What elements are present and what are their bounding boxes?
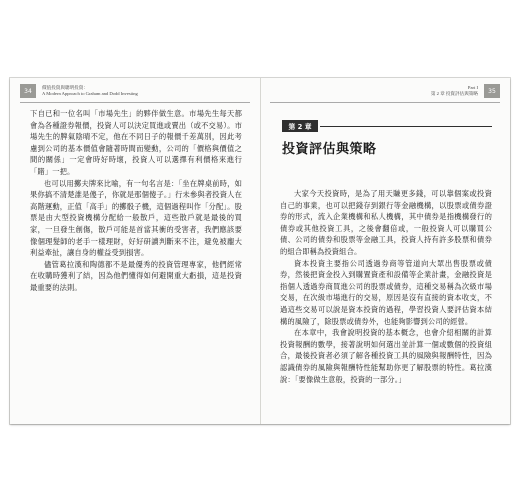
right-page-header	[270, 84, 500, 102]
right-running-head-chapter: 第 2 章 投資評估與策略	[430, 91, 478, 96]
right-page	[260, 78, 510, 424]
book-spread	[10, 78, 510, 424]
right-paragraph-1: 大家今天投資時，是為了用天賺更多錢，可以靠個案或投資自己的事業，也可以把錢存到銀行等金融機構，以股票或債券證券的形式，流入企業機構和私人機構，其中債券是指機構發行的債券或其他投資工具，之後會翻倍或，一般投資人可以購買公債、公司的債券和股票等金融工具，投資人持有許多股票和債券的組合即稱為投資組合。	[280, 189, 492, 256]
left-running-head-subtitle: A Modern Approach to Graham and Dodd Investing	[42, 91, 138, 96]
left-page-number: 34	[20, 84, 36, 98]
left-paragraph-2: 也可以用擲夫牌來比喻，有一句名言是：「坐在牌桌前時，如果你搞不清楚誰是傻子，你就是那個傻子。」行未參與者投資人在高階運動，正值「高手」的擲骰子機，這個過程叫作「分配」。股票是由大型投資機構分配給一般散戶，這些散戶就是最後的買家，一旦發生創傷，散戶可能是首當其衝的受害者，我們應該要像個理髮師的老手一樣理財，好好研讀判斷來不注，避免被龐大利益牽扯，讓自身的權益受到損害。	[30, 178, 242, 258]
left-page-header	[20, 84, 250, 102]
left-header-rule	[20, 102, 250, 103]
left-paragraph-3: 儘管葛拉漢和陶德都不是最優秀的投資管理專家，他們經常在收購時獲利了結，因為他們懂得如何避開重大虧損，這是投資最重要的法則。	[30, 259, 242, 292]
chapter-title: 投資評估與策略	[282, 142, 377, 157]
left-page	[10, 78, 261, 424]
right-page-number: 35	[484, 84, 500, 98]
right-body-text	[280, 188, 492, 385]
right-paragraph-3: 在本章中，我會說明投資的基本概念，也會介紹相關的計算投資報酬的數學，接著說明如何選出並計算一個或數個的投資組合，最後投資者必須了解各種投資工具的風險與報酬特性，因為認識債券的風險與報酬特性能幫助你更了解股票的特性。葛拉漢說：「要像做生意般，投資的一部分。」	[280, 328, 492, 384]
left-body-text	[30, 108, 242, 294]
left-running-head-title: 價值投資與聰明投資：	[42, 85, 88, 90]
right-header-rule	[270, 102, 500, 103]
chapter-rule	[320, 126, 492, 127]
left-paragraph-1: 下自已和一位名叫「市場先生」的夥伴做生意。市場先生每天都會為各種證券報價，投資人可以決定買進或賣出（或不交易）。市場先生的脾氣陰晴不定，他在不同日子的報價千差萬別，因此考慮到公司的基本價值會隨著時間而變動，公司的「價格與價值之間的關係」一定會時好時壞，投資人可以選擇有利價格來進行「賭」一把。	[30, 109, 242, 176]
chapter-label: 第 2 章	[282, 120, 318, 132]
right-paragraph-2: 資本投資主要指公司透過券商等管道向大眾出售股票或債券，然後把資金投入到購置資產和設備等企業計畫，金融投資是指個人透過券商買進公司的股票或債券，這種交易稱為次級市場交易，在次級市場進行的交易，原因是沒有直接的資本收支，不過這些交易可以說是資本投資的過程，學習投資人要評估資本結構的風險了，除股票或債券外，也能夠影響到公司的經營。	[280, 258, 492, 326]
right-running-head-part: Part I	[467, 85, 478, 90]
left-running-head	[42, 85, 138, 97]
chapter-heading-bar	[282, 120, 492, 132]
right-running-head	[431, 85, 478, 97]
